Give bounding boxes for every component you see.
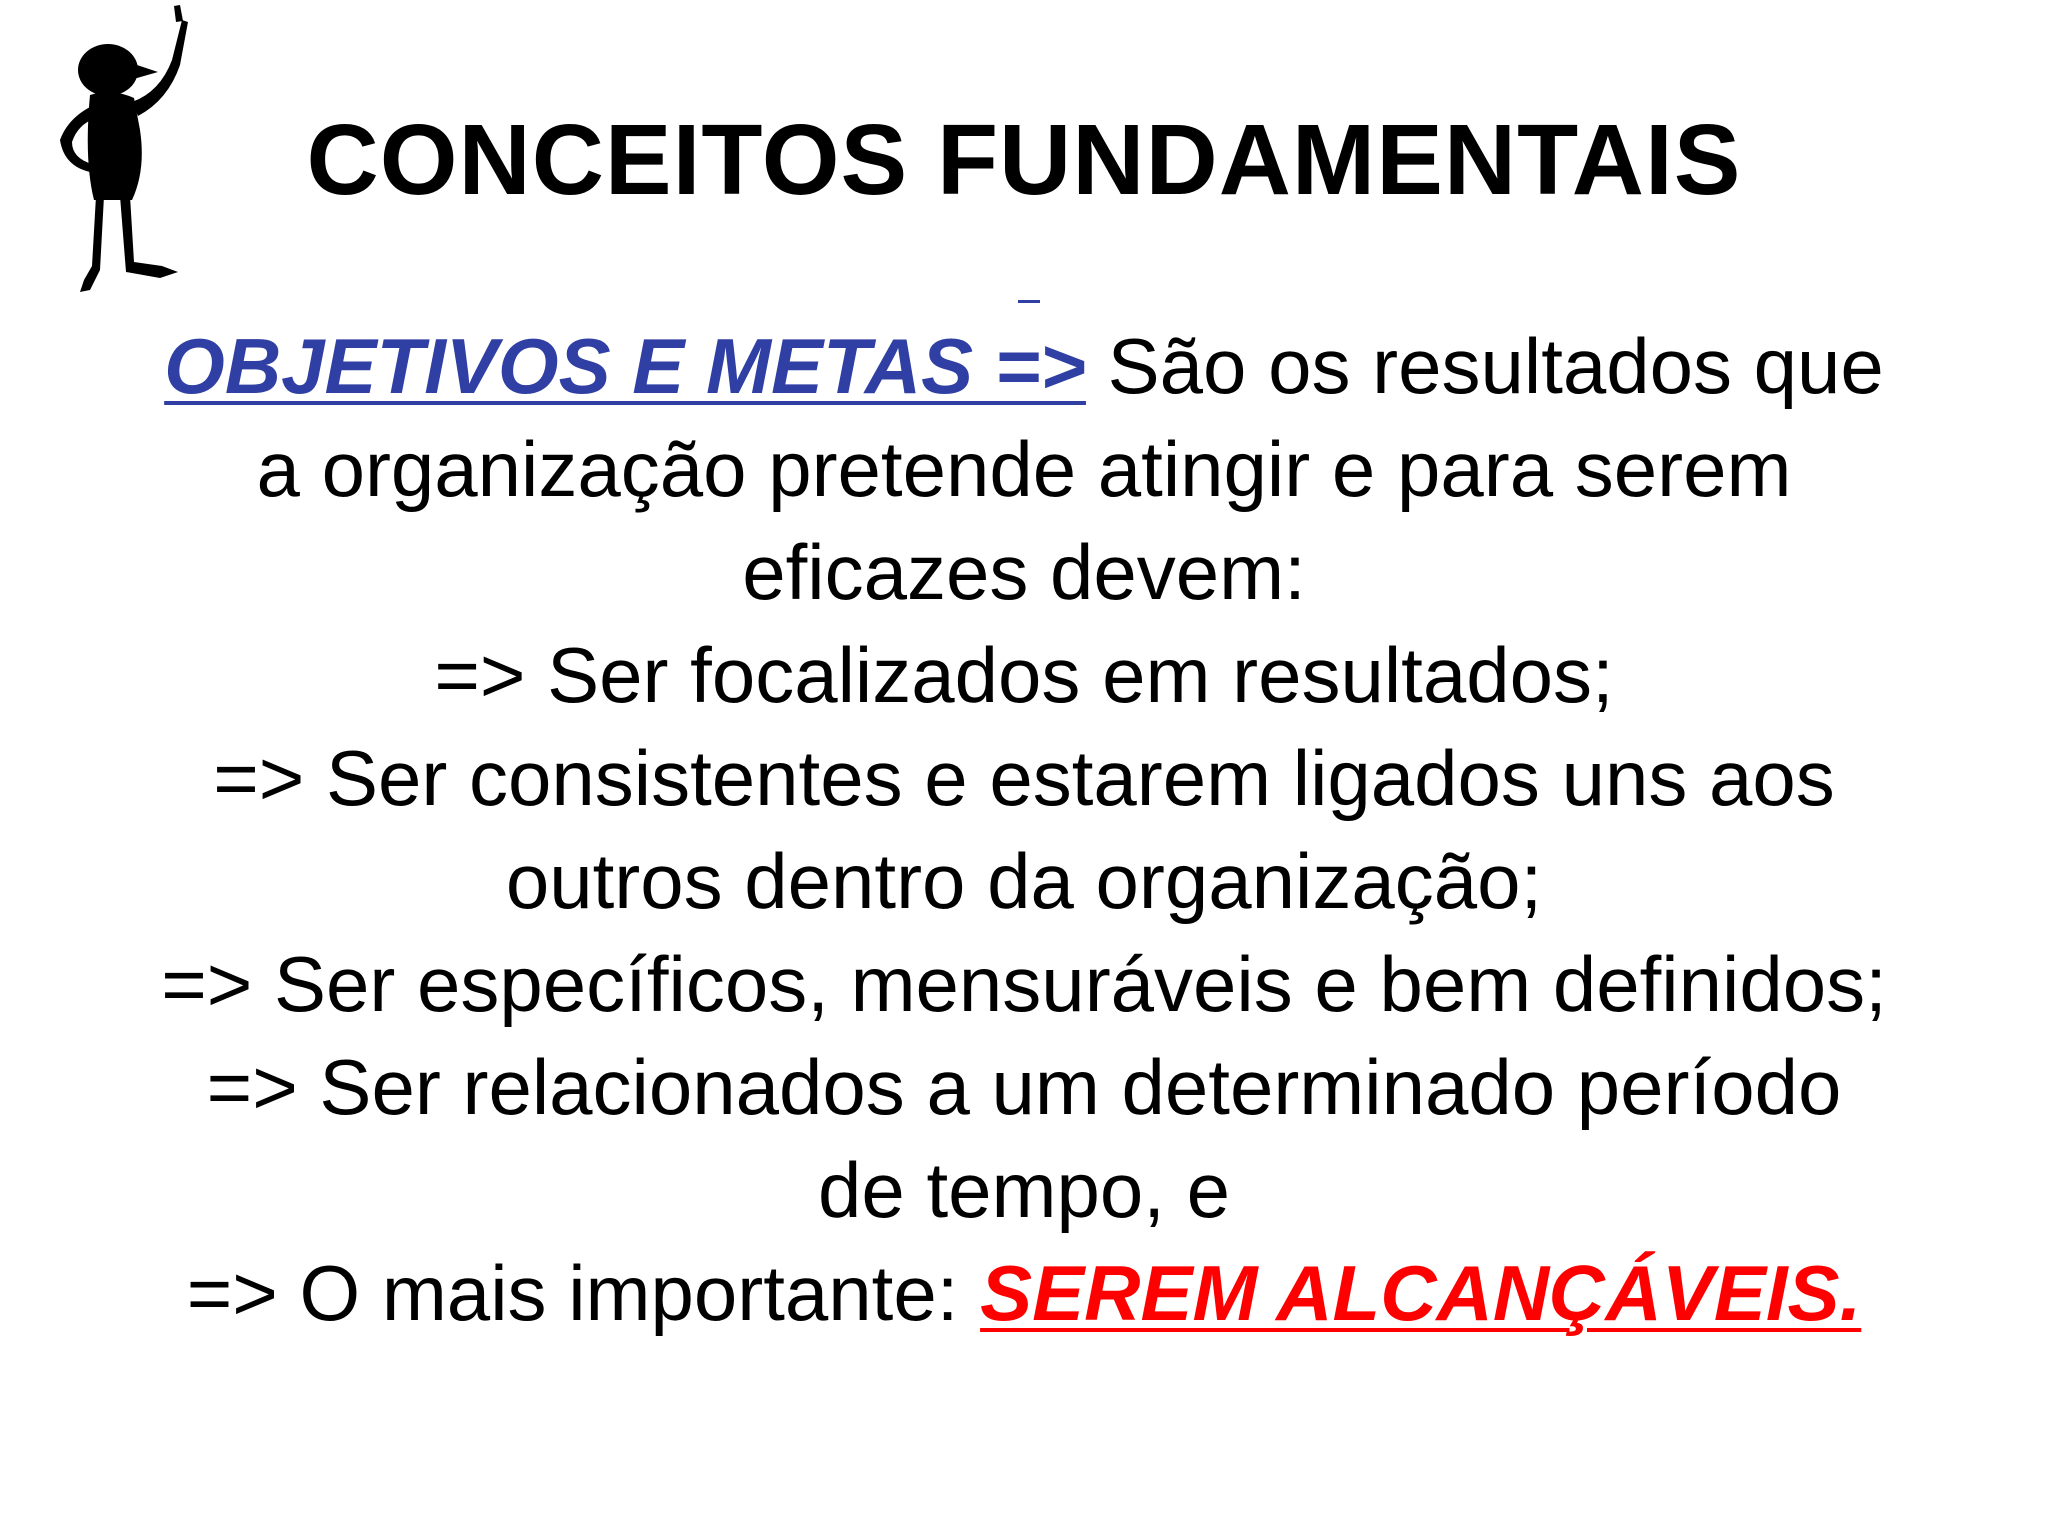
body-line-2: a organização pretende atingir e para serem bbox=[256, 425, 1792, 513]
body-line-6: outros dentro da organização; bbox=[505, 837, 1543, 925]
body-line-1-rest: São os resultados que bbox=[1085, 322, 1884, 410]
body-line-10-prefix: => O mais importante: bbox=[186, 1249, 981, 1337]
serem-alcancaveis-highlight: SEREM ALCANÇÁVEIS. bbox=[980, 1249, 1862, 1337]
body-line-7: => Ser específicos, mensuráveis e bem definidos; bbox=[161, 940, 1887, 1028]
body-line-5: => Ser consistentes e estarem ligados uns aos bbox=[213, 734, 1835, 822]
body-line-1 bbox=[0, 315, 2048, 418]
slide-title: CONCEITOS FUNDAMENTAIS bbox=[306, 104, 1742, 216]
small-dash-mark bbox=[1018, 300, 1040, 303]
body-line-3: eficazes devem: bbox=[742, 528, 1306, 616]
body-line-8: => Ser relacionados a um determinado período bbox=[206, 1043, 1842, 1131]
objetivos-metas-highlight: OBJETIVOS E METAS => bbox=[164, 322, 1086, 410]
body-line-10 bbox=[0, 1242, 2048, 1345]
slide-body bbox=[0, 315, 2048, 1345]
body-line-4: => Ser focalizados em resultados; bbox=[434, 631, 1614, 719]
body-line-9: de tempo, e bbox=[818, 1146, 1230, 1234]
